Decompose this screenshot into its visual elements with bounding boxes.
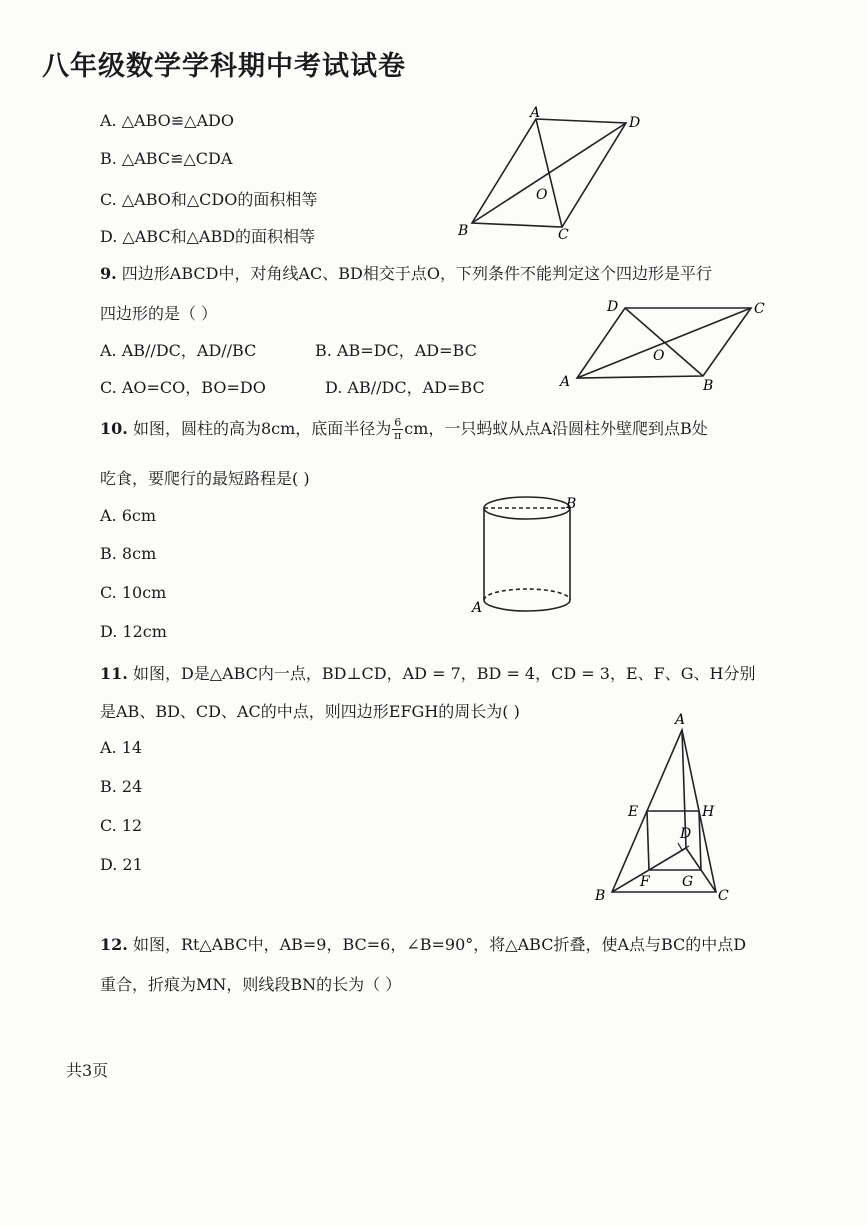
q9-stem-text: 四边形ABCD中，对角线AC、BD相交于点O，下列条件不能判定这个四边形是平行 (121, 264, 712, 283)
q11-quadrilateral-efgh (647, 811, 701, 870)
q10-label-a: A (472, 600, 483, 616)
q9-stem-line1 (100, 261, 712, 284)
q9-label-c: C (754, 301, 765, 317)
q10-stem-line1 (100, 416, 708, 442)
q11-stem-line2: 是AB、BD、CD、AC的中点，则四边形EFGH的周长为( ) (100, 702, 520, 721)
q10-cylinder-figure (465, 488, 585, 618)
q9-option-c: C. AO=CO，BO=DO (100, 378, 266, 397)
q8-parallelogram-figure (450, 105, 650, 245)
q9-stem-line2: 四边形的是（ ） (100, 304, 218, 323)
q10-stem-line2: 吃食，要爬行的最短路程是( ) (100, 469, 310, 488)
q8-label-a: A (530, 105, 541, 121)
q10-option-b: B. 8cm (100, 544, 157, 563)
q8-option-a: A. △ABO≌△ADO (100, 111, 234, 130)
q11-label-f: F (640, 874, 650, 890)
q12-stem-line1 (100, 932, 746, 955)
q9-label-d: D (607, 299, 619, 315)
q8-option-d: D. △ABC和△ABD的面积相等 (100, 227, 316, 246)
page-count: 共3页 (66, 1061, 109, 1080)
q10-option-c: C. 10cm (100, 583, 167, 602)
q9-diagonal-bd (625, 308, 703, 376)
q11-number: 11. (100, 664, 128, 683)
q11-label-e: E (628, 804, 639, 820)
q9-number: 9. (100, 264, 117, 283)
q10-frac-denominator: π (394, 429, 402, 442)
q10-option-a: A. 6cm (100, 506, 157, 525)
exam-title: 八年级数学学科期中考试试卷 (42, 51, 406, 82)
q9-label-b: B (703, 378, 714, 394)
q9-quadrilateral-figure (555, 290, 775, 400)
q12-number: 12. (100, 935, 128, 954)
q8-label-b: B (458, 223, 469, 239)
q10-cylinder-bottom-back (484, 589, 570, 600)
q9-option-d: D. AB//DC，AD=BC (325, 378, 485, 397)
q9-label-a: A (560, 374, 571, 390)
q8-option-c: C. △ABO和△CDO的面积相等 (100, 190, 318, 209)
q10-cylinder-bottom-front (484, 600, 570, 611)
q9-option-a: A. AB//DC，AD//BC (100, 341, 257, 360)
q11-stem-line1 (100, 661, 755, 684)
q11-label-c: C (718, 888, 729, 904)
q11-label-d: D (680, 826, 692, 842)
q11-label-h: H (702, 804, 715, 820)
q10-stem-part1: 如图，圆柱的高为8cm，底面半径为 (132, 419, 392, 438)
q10-option-d: D. 12cm (100, 622, 167, 641)
q9-label-o: O (653, 348, 665, 364)
q8-label-d: D (629, 115, 641, 131)
q11-label-a: A (675, 712, 686, 728)
q8-label-c: C (558, 227, 569, 243)
q11-triangle-figure (590, 708, 750, 913)
q11-stem-text: 如图，D是△ABC内一点，BD⊥CD，AD = 7，BD = 4，CD = 3，E、F、G、H分别 (132, 664, 756, 683)
q10-stem-part2: cm，一只蚂蚁从点A沿圆柱外壁爬到点B处 (404, 419, 708, 438)
q11-option-d: D. 21 (100, 855, 143, 874)
q10-label-b: B (566, 496, 577, 512)
q11-option-a: A. 14 (100, 738, 143, 757)
q12-stem-line2: 重合，折痕为MN，则线段BN的长为（ ） (100, 975, 402, 994)
q9-option-b: B. AB=DC，AD=BC (315, 341, 477, 360)
q10-frac-numerator: 6 (394, 416, 402, 429)
q11-label-g: G (682, 874, 694, 890)
q11-option-c: C. 12 (100, 816, 143, 835)
q8-label-o: O (536, 187, 548, 203)
q11-label-b: B (595, 888, 606, 904)
q8-diagonal-bd (472, 123, 626, 223)
q11-option-b: B. 24 (100, 777, 143, 796)
q8-option-b: B. △ABC≌△CDA (100, 149, 233, 168)
q10-radius-fraction (392, 417, 403, 442)
q12-stem-text: 如图，Rt△ABC中，AB=9，BC=6，∠B=90°，将△ABC折叠，使A点与BC的中点D (132, 935, 747, 954)
q10-number: 10. (100, 419, 128, 438)
